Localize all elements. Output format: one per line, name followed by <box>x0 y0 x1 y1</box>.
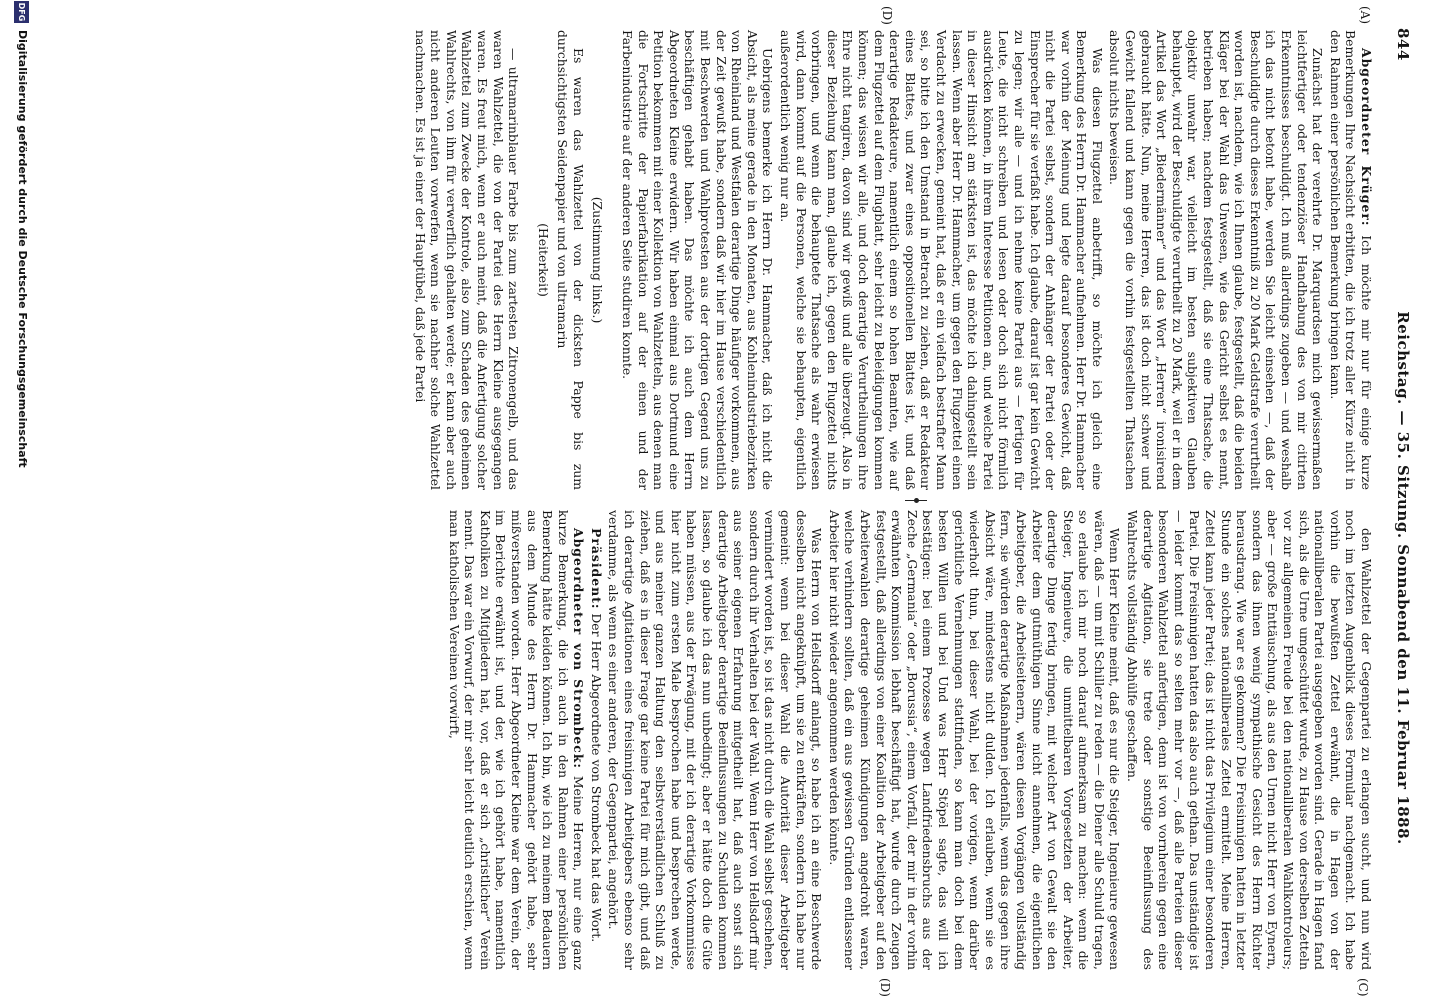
paragraph: Wenn Herr Kleine meint, daß es nur die Steiger, Ingenieure gewesen wären, daß — um mit Schiller zu reden — die Diener alle Schuld tragen, so erlaube ich mir noch darauf aufmerksam zu machen: wenn die Steiger, Ingenieure, die unmittelbaren Vorgesetzten der Arbeiter, derartige Dinge fertig bringen, mit welcher Art von Gewalt sie den Arbeiter dem gutmüthigen Sinne nicht annehmen, die eigentlichen Arbeitgeber, die Arbeitseitenern, wären diesen Vorgängen vollständig fern, sie würden derartige Maßnahmen jedenfalls, wenn das gegen ihre Absicht wäre, mindestens nicht dulden. Ich erlauben, wenn sie es wiederholt thun, bei dieser Wahl, bei der vorigen, wenn darüber gerichtliche Vernehmungen stattfinden, so kann man doch bei dem besten Willen und bei Und was Herr Stöpel sagte, das will ich bestätigen: bei einem Prozesse wegen Landfriedensbruchs aus der Zeche „Germania“ oder „Borussia“, einem Vorfall, der mir in der vorhin erwähnten Kommission lebhaft beschäftigt hat, wurde durch Zeugen festgestellt, daß allerdings von einer Koalition der Arbeitgeber auf den Arbeiterwahlen derartige geheimen Kündigungen angedroht waren, welche verhindern sollten, daß ein aus gewissen Gründen entlassener Arbeiter hier nicht wieder angenommen werden könnte. <box>826 510 1123 970</box>
column-divider-dot <box>914 498 919 503</box>
dfg-logo-icon: DFG <box>14 1 29 23</box>
footer-text: Digitalisierung gefördert durch die Deutsche Forschungsgemeinschaft <box>16 30 29 468</box>
paragraph: Es waren das Wahlzettel von der dicksten Pappe bis zum durchsichtigsten Seidenpapier und von ultramarin <box>555 30 586 490</box>
right-column <box>444 510 1374 970</box>
digitization-footer <box>7 0 33 1000</box>
paragraph: — ultramarinblauer Farbe bis zum zartesten Zitronengelb, und das waren Wahlzettel, die von der Partei des Herrn Kleine ausgegangen waren. Es freut mich, wenn er auch meint, daß die Anfertigung solcher Wahlzettel zum Zwecke der Kontrole, also zum Schaden des geheimen Wahlrechts, von ihm für verwerflich gehalten werde; er kann aber auch nicht anderen Leuten vorwerfen, wenn sie nachher solche Wahlzettel nachmachen. Es ist ja einer der Hauptübel, daß jede Partei <box>412 30 522 490</box>
interjection: (Zustimmung links.) <box>590 196 606 324</box>
interjection: (Heiterkeit) <box>535 223 551 297</box>
paragraph: Zunächst hat der verehrte Dr. Marquardsen mich gewissermaßen leichtfertiger oder tendenziöser Handhabung des von mir citirten Erkenntnisses beschuldigt. Ich muß allerdings zugeben — und weshalb ich das nicht betont habe, werden Sie leicht einsehen —, daß der Beschuldigte durch dieses Erkenntniß zu 20 Mark Geldstrafe verurtheilt worden ist, nachdem, wie ich Ihnen glaube, festgestellt, daß die beiden Kläger bei der Wahl das Unwesen, wie das Gericht selbst es nennt, betrieben haben; nachdem festgestellt, daß sie eine Thatsache, die objektiv unwahr war, vielleicht im besten subjektiven Glauben behauptet, wird der Beschuldigte verurtheilt zu 20 Mark, weil er in dem Artikel das Wort „Biedermänner“ und das Wort „Herren“ ironisirend gebraucht hätte. Nun, meine Herren, das ist doch nicht schwer und Gewicht fallend und kann gegen die vorhin festgestellten Thatsachen absolut nichts beweisen. <box>1107 30 1326 490</box>
margin-mark-d-left: (D) <box>880 6 894 25</box>
left-column <box>410 30 1374 490</box>
paragraph: Was diesen Flugzettel anbetrifft, so möchte ich gleich eine Bemerkung des Herrn Dr. Hammacher aufnehmen. Herr Dr. Hammacher war vorhin der Meinung und legte darauf besonderes Gewicht, daß nicht die Partei selbst, sondern der Anhänger der Partei oder der Einsprecher für sie verfaßt habe. Ich glaube, darauf ist gar kein Gewicht zu legen; wir alle — und ich nehme keine Partei aus — fertigen für Leute, die nicht schreiben und lesen oder doch sich nicht förmlich ausdrücken können, in ihrem Interesse Petitionen an, und welche Partei in dieser Hinsicht am stärksten ist, das möchte ich dahingestellt sein lassen. Wenn aber Herr Dr. Hammacher, um gegen den Flugzettel einen Verdacht zu erwecken, gemeint hat, daß er ein vielfach bestrafter Mann sei, so bitte ich den Umstand in Betracht zu ziehen, daß er Redakteur eines Blattes, und zwar eines oppositionellen Blattes ist, und daß derartige Redakteure, namentlich einem so hohen Beamten, wie auf dem Flugzettel auf dem Flugblatt, sehr leicht zu Beleidigungen kommen können; das wissen wir alle, und doch derartige Verurtheilungen ihre Ehre nicht tangiren, davon sind wir gewiß und alle überzeugt. Also in dieser Beziehung kann man, glaube ich, gegen den Flugzettel nichts vorbringen, und wenn die behauptete Thatsache als wahr erwiesen wird, dann kommt auf die Personen, welche sie behaupten, eigentlich außerordentlich wenig nur an. <box>778 30 1105 490</box>
speaker-name: Abgeordneter Krüger: <box>1359 48 1374 227</box>
page-number: 844 <box>1394 28 1412 61</box>
paragraph-text: Der Herr Abgeordnete von Strombeck hat das Wort. <box>588 613 604 943</box>
margin-mark-c: (C) <box>1356 978 1370 997</box>
paragraph: Uebrigens bemerke ich Herrn Dr. Hammacher, daß ich nicht die Absicht, als meine gerade in den Monaten, aus Kohlenindustriebezirken von Rheinland und Westfalen derartige Dinge häufiger vorkommen, aus der Zeit gewußt habe, sondern daß wir hier im Hause verschiedentlich mit Beschwerden und Wahlprotesten aus der dortigen Gegend uns zu beschäftigen gehabt haben. Das möchte ich auch dem Herrn Abgeordneten Kleine erwidern. Wir haben einmal aus Dortmund eine Petition bekommen mit einer Kollektion von Wahlzetteln, aus denen man die Fortschritte der Papierfabrikation auf der einen und der Farbenindustrie auf der anderen Seite studiren konnte. <box>620 30 776 490</box>
paragraph <box>446 510 586 970</box>
page-header <box>1384 28 1412 973</box>
paragraph-text: Ich möchte mir nur für einige kurze Bemerkungen Ihre Nachsicht erbitten, die ich trotz aller Kürze nicht in den Rahmen einer persönlichen Bemerkung bringen kann. <box>1327 30 1374 491</box>
margin-mark-a: (A) <box>1358 6 1372 25</box>
paragraph-text: Meine Herren, nur eine ganz kurze Bemerkung, die ich auch in den Rahmen einer persönlichen Bemerkung hätte kleiden können. Ich bin, wie ich zu meinem Bedauern aus dem Munde des Herrn Dr. Hammacher gehört habe, sehr mißverstanden worden. Herr Abgeordneter Kleine war dem Verein, der im Berichte erwähnt ist, und der, wie ich gehört habe, namentlich Katholiken zu Mitgliedern hat, vor, daß er sich „christlicher“ Verein nennt. Das war ein Vorwurf, der mir sehr leicht deutlich erschien, wenn man katholischen Vereinen vorwirft, <box>446 510 587 970</box>
paragraph: den Wahlzettel der Gegenpartei zu erlangen sucht, und nun wird noch im letzten Augenblick dieses Formular nachgemacht. Ich habe vorhin die bewußten Zettel erwähnt, die in Hagen von der nationalliberalen Partei ausgegeben worden sind. Gerade in Hagen fand sich, als die Urne umgeschüttet wurde, zu Hause von derselben Zetteln vor zur allgemeinen Freude bei den nationalliberalen Wahlkontroleurs; aber — große Enttäuschung, als aus den Urnen nicht Herr von Eynern, sondern das ihnen wenig sympathische Gesicht des Herrn Richter herausdrang. Wie war es gekommen? Die Freisinnigen hatten in letzter Stunde ein solches nationalliberales Zettel ermittelt. Meine Herren, Zettel kann jeder Partei; das ist nicht das Privilegium einer besonderen Partei. Die Freisinnigen hatten das also auch gethan. Das unständige ist — leider kommt das so selten mehr vor —, daß alle Parteien dieser besonderen Wahlzettel anfertigen, denn ist von vornherein gegen eine derartige Agitation, sie trete oder sonstige Beeinflussung des Wahlrechts vollständig Abhülfe geschaffen. <box>1125 510 1374 970</box>
page-title: Reichstag. — 35. Sitzung. Sonnabend den 11. Februar 1888. <box>1394 311 1412 845</box>
speaker-name: Präsident: <box>588 528 604 610</box>
paragraph <box>588 510 604 970</box>
paragraph: Was Herrn von Hellsdorff anlangt, so habe ich an eine Beschwerde desselben nicht angeknüpft, um sie zu entkräften, sondern ich habe nur gemeint: wenn bei dieser Wahl die Autorität dieser Arbeitgeber vermindert worden ist, so ist das nicht durch die Wahl selbst geschehen, sondern durch ihr Verhalten bei der Wahl. Wenn Herr von Hellsdorff mir aus seiner eigenen Erfahrung mitgetheilt hat, daß auch sonst sich derartige Arbeitgeber derartige Beeinflussungen zu Schulden kommen lassen, so glaube ich das nun unbedingt; aber er hätte doch die Güte haben müssen, aus der Erwägung, mit der ich derartige Vorkommnisse hier nicht zum ersten Male besprochen habe und besprechen werde, und aus meiner ganzen Haltung den selbstverständlichen Schluß zu ziehen, daß es in dieser Frage gar keine Partei für mich gibt, und daß ich derartige Agitationen eines freisinnigen Arbeitgebers ebenso sehr verdamme, als wenn es einer anderen, der Gegenpartei, angehört. <box>606 510 825 970</box>
paragraph <box>1327 30 1374 490</box>
margin-mark-d-right: (D) <box>878 978 892 997</box>
speaker-name: Abgeordneter von Strombeck: <box>571 528 587 770</box>
